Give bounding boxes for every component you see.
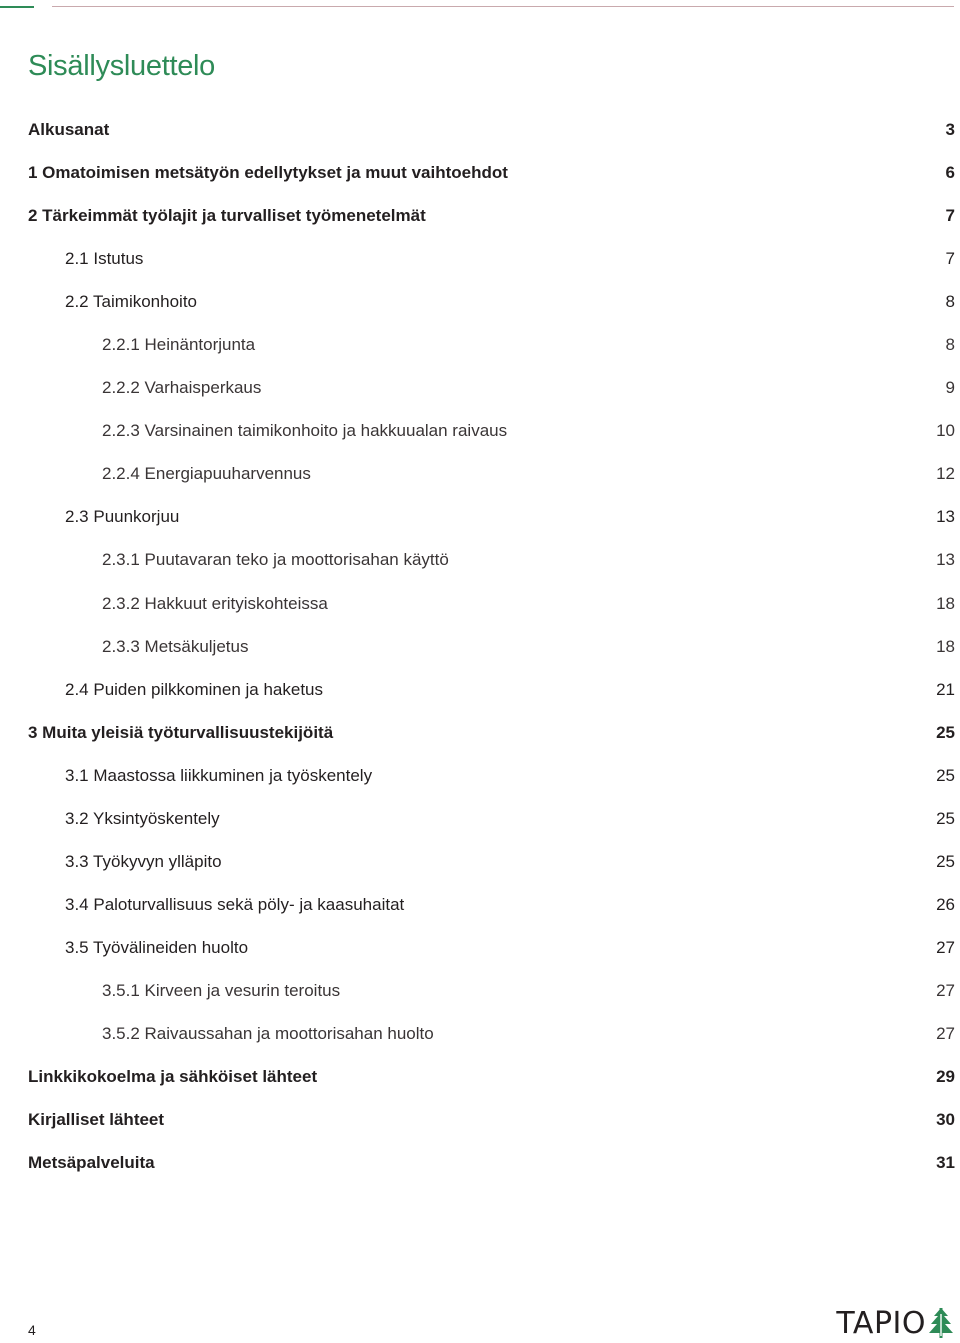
toc-entry-title: 2.3.3 Metsäkuljetus (102, 636, 249, 656)
toc-entry-page: 27 (936, 1023, 955, 1043)
header-accent-line (0, 6, 34, 8)
toc-entry-title: 2.2 Taimikonhoito (65, 292, 197, 312)
toc-entry-page: 27 (936, 980, 955, 1000)
toc-entry[interactable] (0, 797, 960, 840)
toc-entry-title: 1 Omatoimisen metsätyön edellytykset ja muut vaihtoehdot (28, 163, 508, 183)
toc-entry-title: Metsäpalveluita (28, 1153, 155, 1173)
toc-entry-title: 2.4 Puiden pilkkominen ja haketus (65, 679, 323, 699)
toc-entry-page: 27 (936, 937, 955, 957)
toc-entry[interactable] (0, 538, 960, 581)
toc-entry-page: 30 (936, 1110, 955, 1130)
toc-entry-page: 25 (936, 808, 955, 828)
toc-entry-page: 25 (936, 851, 955, 871)
toc-entry-page: 9 (945, 378, 955, 398)
toc-entry-title: Linkkikokoelma ja sähköiset lähteet (28, 1067, 318, 1087)
tapio-logo (836, 1303, 954, 1343)
toc-entry-title: 2.3.1 Puutavaran teko ja moottorisahan käyttö (102, 550, 449, 570)
header-rule (52, 6, 954, 7)
toc-entry-title: 3.1 Maastossa liikkuminen ja työskentely (65, 765, 373, 785)
toc-entry-page: 29 (936, 1067, 955, 1087)
toc-entry[interactable] (0, 668, 960, 711)
toc-entry[interactable] (0, 280, 960, 323)
toc-entry[interactable] (0, 582, 960, 625)
toc-entry-page: 6 (945, 163, 955, 183)
toc-entry-page: 18 (936, 636, 955, 656)
toc-entry[interactable] (0, 151, 960, 194)
toc-entry[interactable] (0, 495, 960, 538)
toc-entry-page: 7 (945, 206, 955, 226)
toc-entry[interactable] (0, 711, 960, 754)
toc-entry[interactable] (0, 969, 960, 1012)
toc-entry-title: 2.3 Puunkorjuu (65, 507, 180, 527)
toc-entry-title: 3.5 Työvälineiden huolto (65, 937, 249, 957)
toc-entry[interactable] (0, 1098, 960, 1141)
toc-entry[interactable] (0, 883, 960, 926)
toc-entry-page: 8 (945, 292, 955, 312)
toc-entry-page: 18 (936, 593, 955, 613)
toc-entry[interactable] (0, 1055, 960, 1098)
page-title: Sisällysluettelo (28, 50, 216, 82)
toc-entry[interactable] (0, 926, 960, 969)
toc-entry[interactable] (0, 1012, 960, 1055)
page-number: 4 (28, 1322, 36, 1338)
toc-entry-page: 10 (936, 421, 955, 441)
toc-entry-title: 2.2.1 Heinäntorjunta (102, 335, 256, 355)
tree-icon (928, 1306, 954, 1340)
toc-entry-page: 3 (945, 120, 955, 139)
toc-entry-title: 3.5.1 Kirveen ja vesurin teroitus (102, 980, 341, 1000)
toc-entry-page: 25 (936, 722, 955, 742)
toc-entry[interactable] (0, 1141, 960, 1184)
logo-text: TAPIO (836, 1305, 926, 1341)
toc-entry-page: 31 (936, 1153, 955, 1173)
toc-entry-page: 8 (945, 335, 955, 355)
toc-entry-title: 2.2.4 Energiapuuharvennus (102, 464, 311, 484)
toc-entry-title: 3.2 Yksintyöskentely (65, 808, 220, 828)
toc-entry-title: 2.2.2 Varhaisperkaus (102, 378, 262, 398)
toc-entry-title: 3.4 Paloturvallisuus sekä pöly- ja kaasuhaitat (65, 894, 405, 914)
toc-entry-page: 7 (945, 249, 955, 269)
toc-entry-title: 2 Tärkeimmät työlajit ja turvalliset työmenetelmät (28, 206, 426, 226)
toc-entry[interactable] (0, 194, 960, 237)
toc-entry[interactable] (0, 625, 960, 668)
toc-entry-title: Kirjalliset lähteet (28, 1110, 165, 1130)
toc-entry[interactable] (0, 409, 960, 452)
toc-entry[interactable] (0, 237, 960, 280)
toc-entry-title: 3.3 Työkyvyn ylläpito (65, 851, 222, 871)
toc-entry[interactable] (0, 366, 960, 409)
toc-entry[interactable] (0, 452, 960, 495)
toc-entry[interactable] (0, 840, 960, 883)
toc-entry[interactable] (0, 754, 960, 797)
toc-entry-title: Alkusanat (28, 120, 110, 139)
toc-entry[interactable] (0, 108, 960, 151)
toc-entry-title: 3 Muita yleisiä työturvallisuustekijöitä (28, 722, 334, 742)
toc-entry-title: 3.5.2 Raivaussahan ja moottorisahan huolto (102, 1023, 434, 1043)
toc-entry-title: 2.3.2 Hakkuut erityiskohteissa (102, 593, 328, 613)
toc-entry-title: 2.1 Istutus (65, 249, 144, 269)
toc-entry-page: 25 (936, 765, 955, 785)
toc-entry-page: 13 (936, 550, 955, 570)
toc-entry-title: 2.2.3 Varsinainen taimikonhoito ja hakkuualan raivaus (102, 421, 508, 441)
toc-entry-page: 12 (936, 464, 955, 484)
toc-entry-page: 13 (936, 507, 955, 527)
toc-entry[interactable] (0, 323, 960, 366)
toc-entry-page: 26 (936, 894, 955, 914)
toc-entry-page: 21 (936, 679, 955, 699)
table-of-contents (0, 108, 960, 1184)
